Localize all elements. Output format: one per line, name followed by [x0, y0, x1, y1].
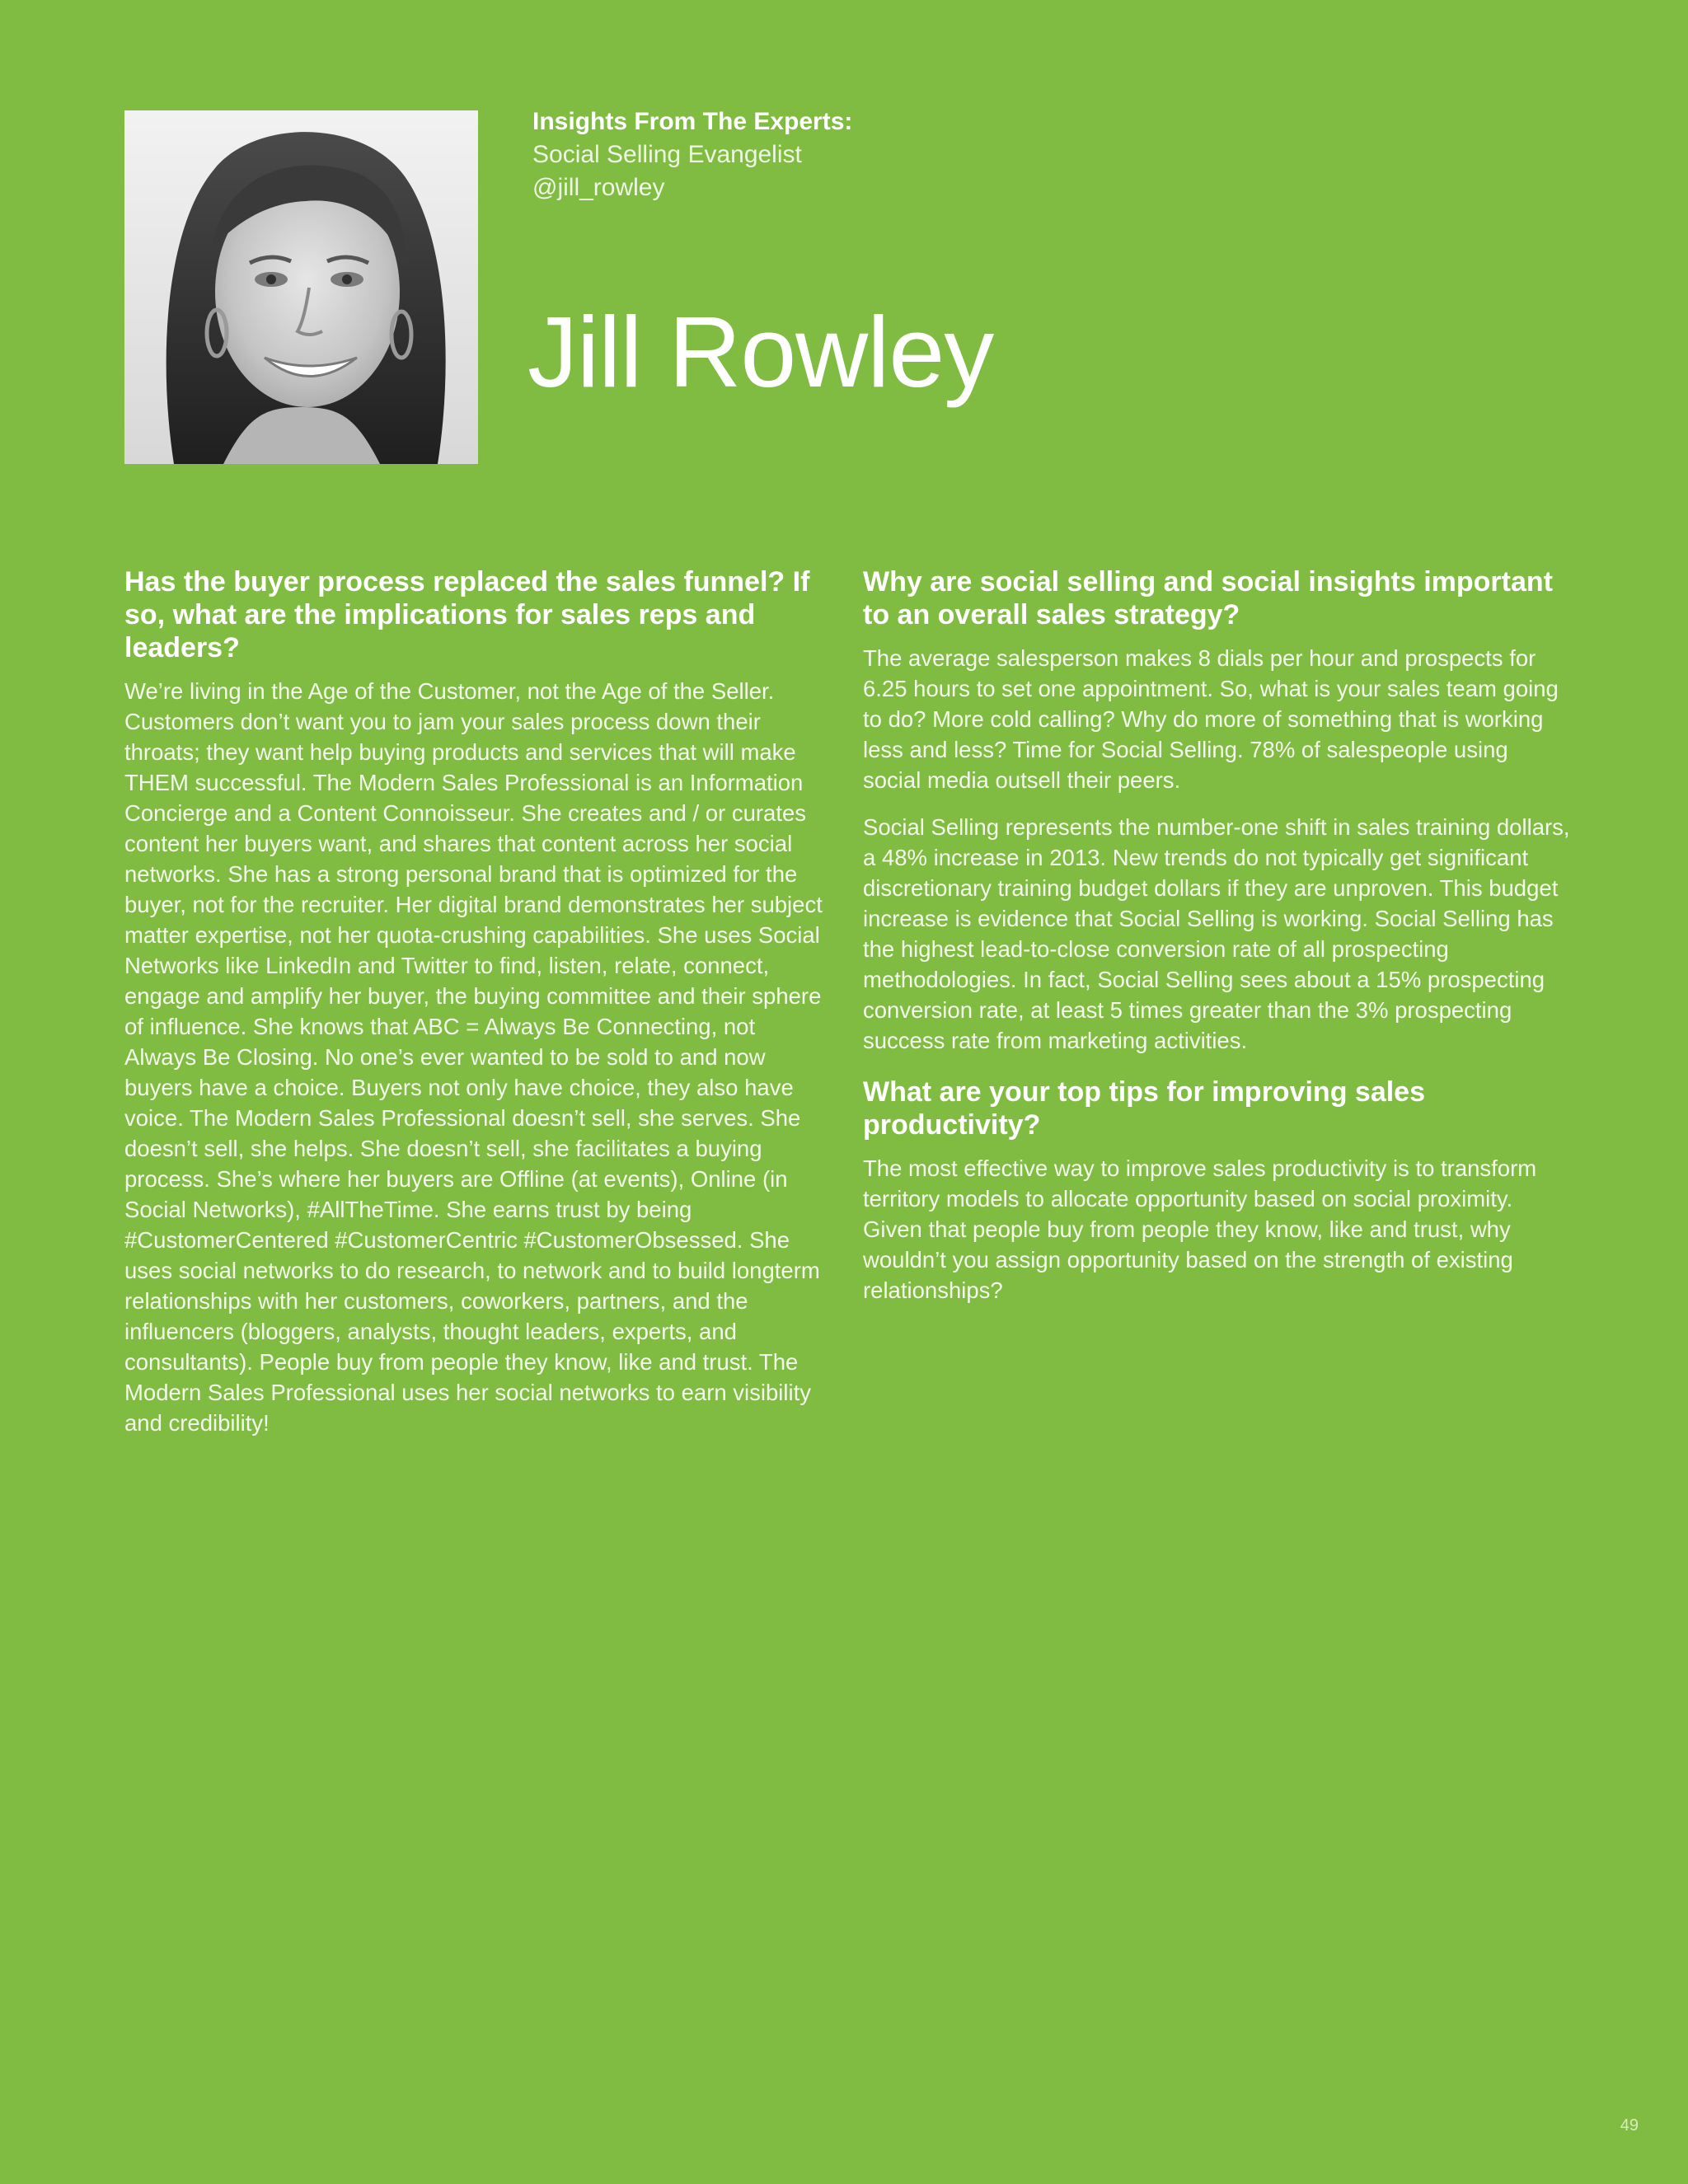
- question-heading: What are your top tips for improving sales productivity?: [863, 1076, 1425, 1141]
- portrait-photo: [124, 110, 478, 464]
- answer-paragraph: The average salesperson makes 8 dials per hour and prospects for 6.25 hours to set one appointment. So, what is your sales team going to do? More cold calling? Why do more of something that is working less and less? Time for Social Selling. 78% of salespeople using social media outsell their peers.: [863, 645, 1559, 793]
- expert-name: Jill Rowley: [528, 296, 994, 408]
- page-number: 49: [1620, 2116, 1639, 2135]
- answer-paragraph: We’re living in the Age of the Customer, not the Age of the Seller. Customers don’t want you to jam your sales process down their throats; they want help buying products and services that will make THEM successful. The Modern Sales Professional is an Information Concierge and a Content Connoisseur. She creates and / or curates content her buyers want, and shares that content across her social networks. She has a strong personal brand that is optimized for the buyer, not for the recruiter. Her digital brand demonstrates her subject matter expertise, not her quota-crushing capabilities. She uses Social Networks like LinkedIn and Twitter to find, listen, relate, connect, engage and amplify her buyer, the buying committee and their sphere of influence. She knows that ABC = Always Be Connecting, not Always Be Closing. No one’s ever wanted to be sold to and now buyers have a choice. Buyers not only have choice, they also have voice. The Modern Sales Professional doesn’t sell, she serves. She doesn’t sell, she helps. She doesn’t sell, she facilitates a buying process. She’s where her buyers are Offline (at events), Online (in Social Networks), #AllTheTime. She earns trust by being #CustomerCentered #CustomerCentric #CustomerObsessed. She uses social networks to do research, to network and to build longterm relationships with her customers, coworkers, partners, and the influencers (bloggers, analysts, thought leaders, experts, and consultants). People buy from people they know, like and trust. The Modern Sales Professional uses her social networks to earn visibility and credibility!: [124, 678, 823, 1436]
- expert-header: [532, 105, 1522, 204]
- answer-paragraph: Social Selling represents the number-one shift in sales training dollars, a 48% increase in 2013. New trends do not typically get significant discretionary training budget dollars if they are unproven. This budget increase is evidence that Social Selling is working. Social Selling has the highest lead-to-close conversion rate of all prospecting methodologies. In fact, Social Selling sees about a 15% prospecting conversion rate, at least 5 times greater than the 3% prospecting success rate from marketing activities.: [863, 814, 1570, 1053]
- twitter-handle: @jill_rowley: [532, 174, 665, 201]
- right-column: [863, 565, 1572, 1322]
- portrait-illustration: [124, 110, 478, 464]
- section-eyebrow: Insights From The Experts:: [532, 108, 853, 135]
- answer-paragraph: The most effective way to improve sales productivity is to transform territory models to allocate opportunity based on social proximity. Given that people buy from people they know, like and trust, why wouldn’t you assign opportunity based on the strength of existing relationships?: [863, 1155, 1537, 1303]
- left-column: [124, 565, 825, 1455]
- question-heading: Why are social selling and social insights important to an overall sales strategy?: [863, 566, 1553, 630]
- question-heading: Has the buyer process replaced the sales funnel? If so, what are the implications for sales reps and leaders?: [124, 566, 810, 663]
- expert-role: Social Selling Evangelist: [532, 141, 802, 168]
